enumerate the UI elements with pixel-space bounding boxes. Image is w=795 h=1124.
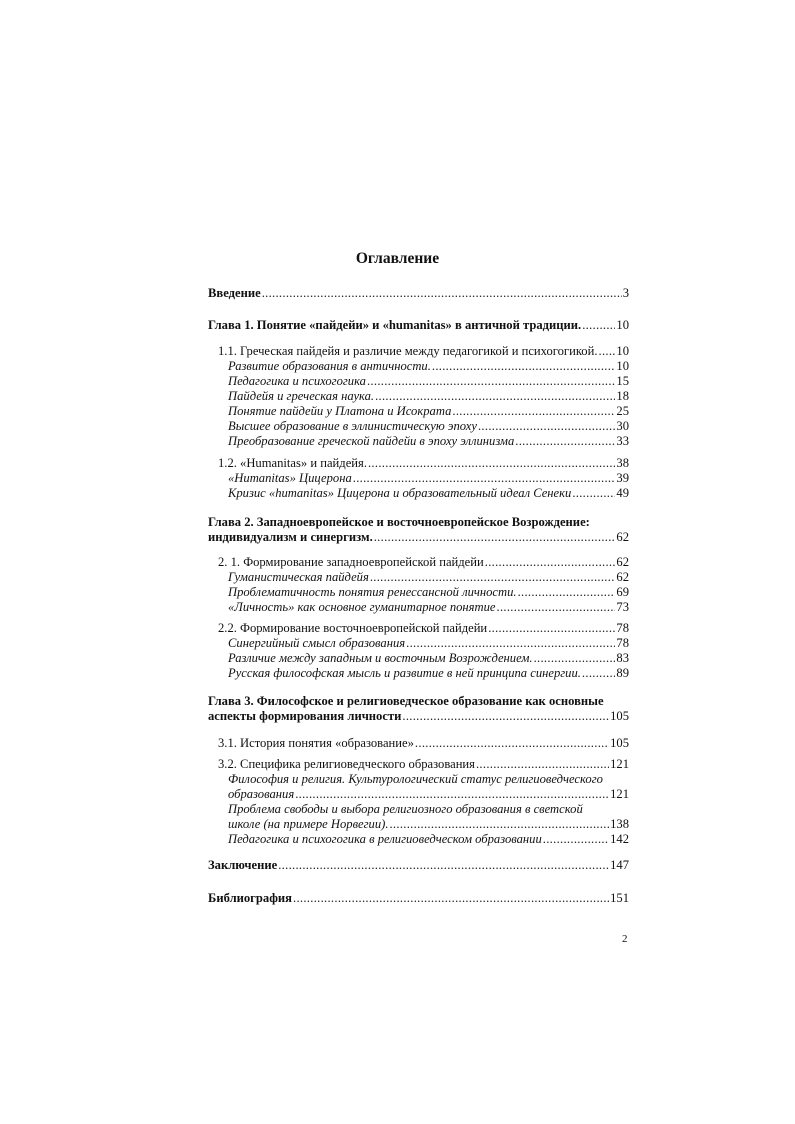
- toc-entry-subsection[interactable]: Кризис «humanitas» Цицерона и образовательный идеал Сенеки ..... 49: [228, 486, 629, 501]
- toc-entry-introduction[interactable]: Введение ..... 3: [208, 286, 629, 301]
- dot-leader: [572, 486, 615, 501]
- toc-entry-subsection[interactable]: Русская философская мысль и развитие в ней принципа синергии. ..... 89: [228, 666, 629, 681]
- dot-leader: [367, 374, 615, 389]
- page-title: Оглавление: [355, 250, 440, 267]
- toc-entry-conclusion[interactable]: Заключение ..... 147: [208, 858, 629, 873]
- dot-leader: [353, 471, 616, 486]
- toc-entry-subsection[interactable]: «Humanitas» Цицерона ..... 39: [228, 471, 629, 486]
- toc-entry-section-3-2[interactable]: 3.2. Специфика религиоведческого образования ..... 121: [218, 757, 629, 772]
- toc-entry-section-1-1[interactable]: 1.1. Греческая пайдейя и различие между педагогикой и психогогикой. ..... 10: [218, 344, 629, 359]
- toc-entry-subsection[interactable]: «Личность» как основное гуманитарное понятие ..... 73: [228, 600, 629, 615]
- toc-entry-subsection[interactable]: Понятие пайдейи у Платона и Исократа ..... 25: [228, 404, 629, 419]
- dot-leader: [478, 419, 615, 434]
- dot-leader: [485, 555, 616, 570]
- dot-leader: [543, 832, 609, 847]
- toc-entry-subsection[interactable]: Высшее образование в эллинистическую эпоху ..... 30: [228, 419, 629, 434]
- dot-leader: [293, 891, 609, 906]
- dot-leader: [452, 404, 615, 419]
- toc-entry-subsection[interactable]: Развитие образования в античности. ..... 10: [228, 359, 629, 374]
- toc-entry-subsection[interactable]: Педагогика и психогогика ..... 15: [228, 374, 629, 389]
- dot-leader: [432, 359, 616, 374]
- toc-subsection-line[interactable]: Проблема свободы и выбора религиозного образования в светской: [228, 802, 583, 816]
- toc-entry-subsection[interactable]: образования ..... 121: [228, 787, 629, 802]
- toc-entry-subsection[interactable]: Пайдейя и греческая наука. ..... 18: [228, 389, 629, 404]
- dot-leader: [368, 456, 615, 471]
- toc-entry-section-1-2[interactable]: 1.2. «Humanitas» и пайдейя. ..... 38: [218, 456, 629, 471]
- dot-leader: [375, 389, 615, 404]
- toc-entry-subsection[interactable]: Различие между западным и восточным Возрождением. ..... 83: [228, 651, 629, 666]
- dot-leader: [515, 434, 615, 449]
- toc-chapter-3-title-line[interactable]: Глава 3. Философское и религиоведческое образование как основные: [208, 694, 604, 708]
- dot-leader: [582, 318, 615, 333]
- dot-leader: [278, 858, 609, 873]
- toc-entry-subsection[interactable]: Проблематичность понятия ренессансной личности. ..... 69: [228, 585, 629, 600]
- dot-leader: [389, 817, 609, 832]
- toc-entry-section-2-1[interactable]: 2. 1. Формирование западноевропейской пайдейи ..... 62: [218, 555, 629, 570]
- dot-leader: [406, 636, 615, 651]
- toc-entry-subsection[interactable]: Гуманистическая пайдейя ..... 62: [228, 570, 629, 585]
- page-number: 2: [622, 933, 628, 945]
- dot-leader: [370, 570, 616, 585]
- dot-leader: [374, 530, 616, 545]
- dot-leader: [476, 757, 609, 772]
- toc-entry-chapter-2[interactable]: индивидуализм и синергизм. ..... 62: [208, 530, 629, 545]
- dot-leader: [488, 621, 615, 636]
- toc-entry-section-3-1[interactable]: 3.1. История понятия «образование» ..... 105: [218, 736, 629, 751]
- toc-entry-section-2-2[interactable]: 2.2. Формирование восточноевропейской пайдейи ..... 78: [218, 621, 629, 636]
- dot-leader: [518, 585, 616, 600]
- dot-leader: [295, 787, 609, 802]
- dot-leader: [534, 651, 616, 666]
- toc-entry-bibliography[interactable]: Библиография ..... 151: [208, 891, 629, 906]
- toc-entry-subsection[interactable]: Педагогика и психогогика в религиоведческом образовании ..... 142: [228, 832, 629, 847]
- dot-leader: [497, 600, 616, 615]
- toc-entry-subsection[interactable]: Преобразование греческой пайдейи в эпоху эллинизма ..... 33: [228, 434, 629, 449]
- toc-entry-chapter-3[interactable]: аспекты формирования личности ..... 105: [208, 709, 629, 724]
- dot-leader: [402, 709, 609, 724]
- toc-subsection-line[interactable]: Философия и религия. Культурологический статус религиоведческого: [228, 772, 603, 786]
- toc-entry-chapter-1[interactable]: Глава 1. Понятие «пайдейи» и «humanitas» в античной традиции. ..... 10: [208, 318, 629, 333]
- toc-entry-subsection[interactable]: школе (на примере Норвегии). ..... 138: [228, 817, 629, 832]
- dot-leader: [415, 736, 609, 751]
- toc-entry-subsection[interactable]: Синергийный смысл образования ..... 78: [228, 636, 629, 651]
- dot-leader: [262, 286, 622, 301]
- dot-leader: [599, 344, 616, 359]
- dot-leader: [582, 666, 615, 681]
- toc-chapter-2-title-line[interactable]: Глава 2. Западноевропейское и восточноевропейское Возрождение:: [208, 515, 590, 529]
